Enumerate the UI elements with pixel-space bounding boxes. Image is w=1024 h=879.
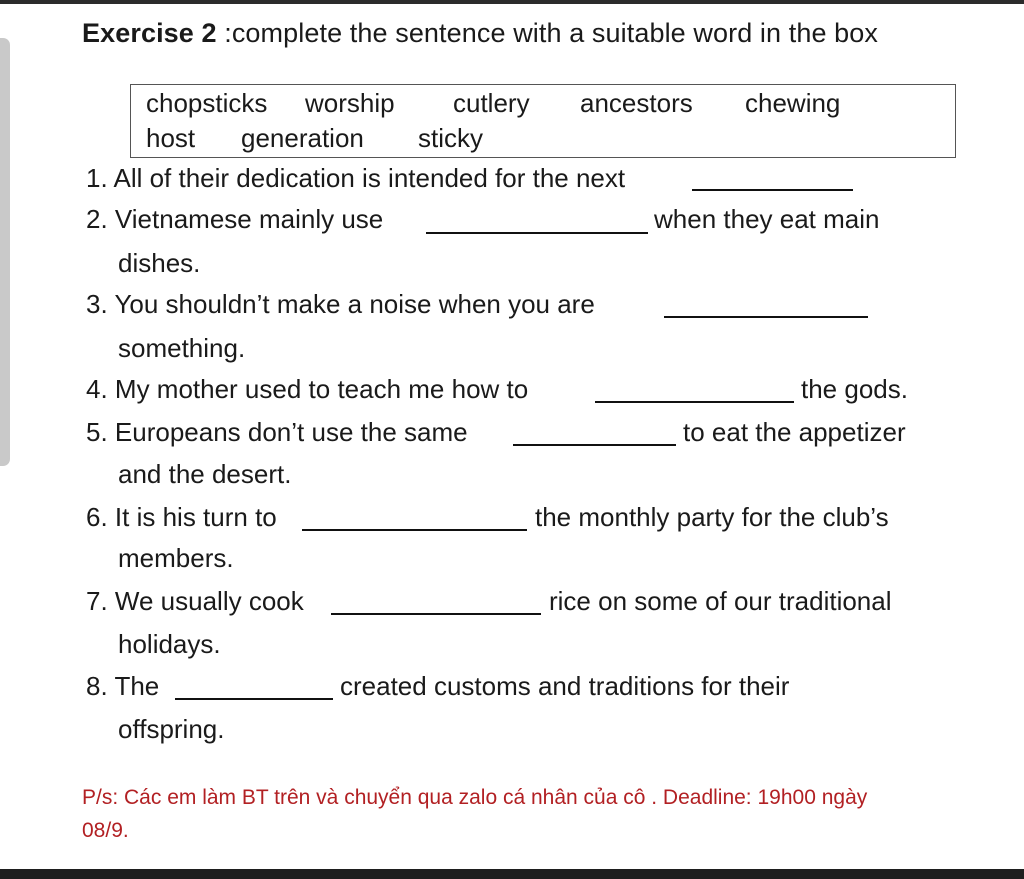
bottom-border: [0, 869, 1024, 879]
answer-blank-5[interactable]: [513, 444, 676, 446]
answer-blank-4[interactable]: [595, 401, 794, 403]
question-8-text: 8. The: [86, 671, 160, 701]
question-1-text: 1. All of their dedication is intended for the next: [86, 163, 626, 193]
question-5-text: 5. Europeans don’t use the same: [86, 417, 468, 447]
question-2-after: when they eat main: [654, 204, 880, 234]
note-line-1: P/s: Các em làm BT trên và chuyển qua zalo cá nhân của cô . Deadline: 19h00 ngày: [82, 786, 868, 809]
exercise-title: [82, 18, 878, 49]
question-6-text: 6. It is his turn to: [86, 502, 277, 532]
question-6-cont: members.: [118, 543, 234, 573]
question-5-after: to eat the appetizer: [683, 417, 906, 447]
question-8-cont: offspring.: [118, 714, 225, 744]
question-4-after: the gods.: [801, 374, 908, 404]
word-host: host: [146, 123, 196, 153]
question-8-after: created customs and traditions for their: [340, 671, 790, 701]
note-line-2: 08/9.: [82, 819, 129, 842]
exercise-title-rest: :complete the sentence with a suitable word in the box: [216, 18, 879, 48]
answer-blank-2[interactable]: [426, 232, 648, 234]
word-cutlery: cutlery: [453, 88, 530, 118]
question-7-cont: holidays.: [118, 629, 221, 659]
word-sticky: sticky: [418, 123, 483, 153]
exercise-title-bold: Exercise 2: [82, 18, 217, 48]
question-6-after: the monthly party for the club’s: [535, 502, 889, 532]
side-scroll-tab[interactable]: [0, 38, 10, 466]
answer-blank-1[interactable]: [692, 189, 853, 191]
question-2-text: 2. Vietnamese mainly use: [86, 204, 384, 234]
word-box: [130, 84, 956, 158]
question-5-cont: and the desert.: [118, 459, 292, 489]
answer-blank-6[interactable]: [302, 529, 527, 531]
answer-blank-7[interactable]: [331, 613, 541, 615]
question-7-after: rice on some of our traditional: [549, 586, 892, 616]
question-3-text: 3. You shouldn’t make a noise when you are: [86, 289, 595, 319]
top-border: [0, 0, 1024, 4]
word-worship: worship: [305, 88, 395, 118]
word-chewing: chewing: [745, 88, 841, 118]
word-ancestors: ancestors: [580, 88, 693, 118]
answer-blank-3[interactable]: [664, 316, 868, 318]
word-generation: generation: [241, 123, 364, 153]
question-4-text: 4. My mother used to teach me how to: [86, 374, 529, 404]
question-2-cont: dishes.: [118, 248, 201, 278]
question-3-cont: something.: [118, 333, 246, 363]
word-chopsticks: chopsticks: [146, 88, 268, 118]
answer-blank-8[interactable]: [175, 698, 333, 700]
question-7-text: 7. We usually cook: [86, 586, 304, 616]
